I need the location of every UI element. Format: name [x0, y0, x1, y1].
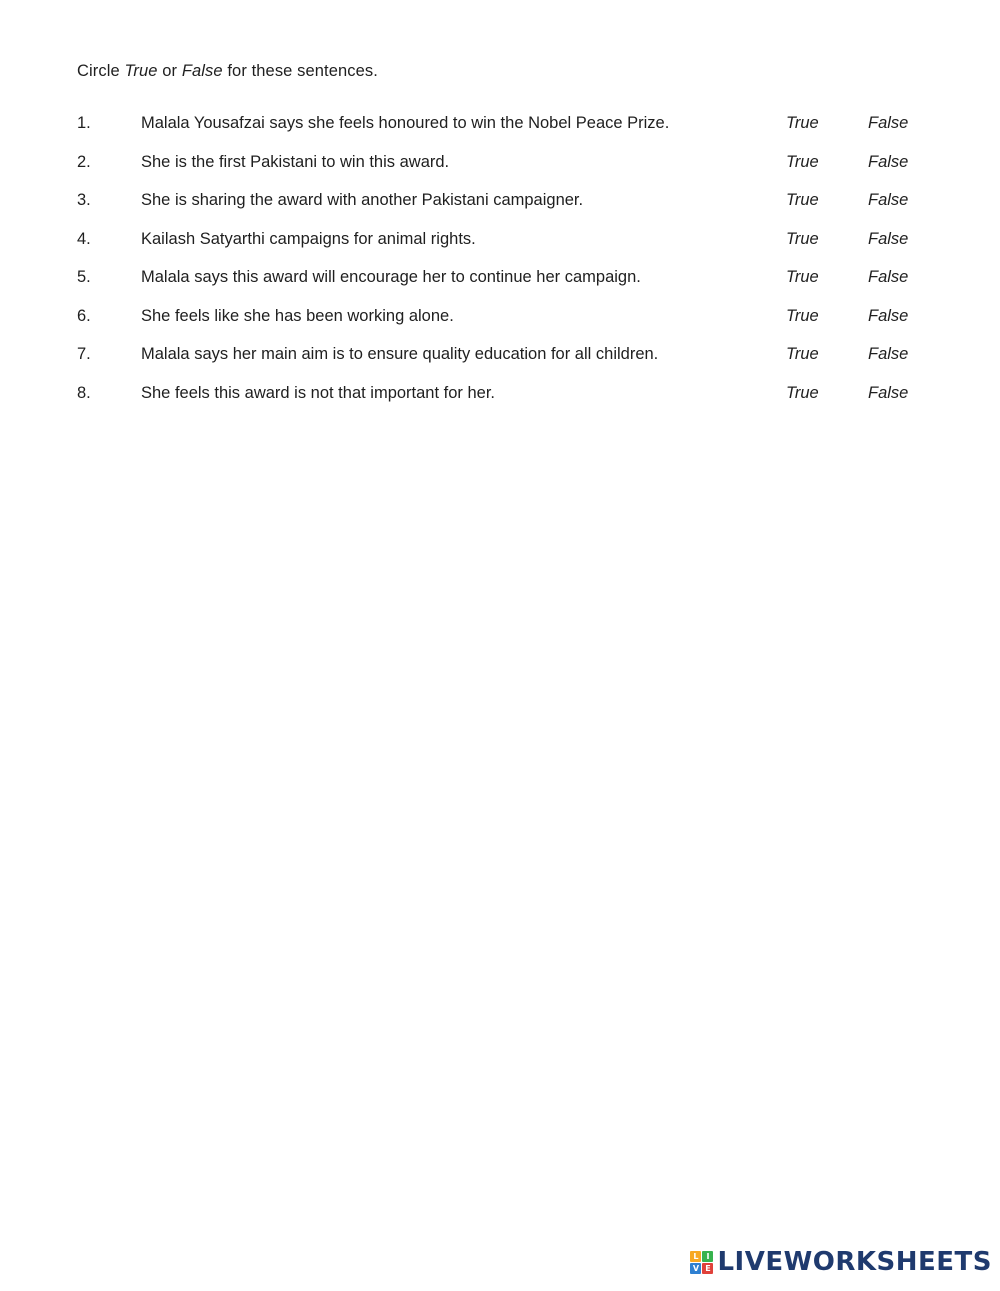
logo-mark-l: L — [690, 1251, 701, 1262]
true-option[interactable]: True — [786, 152, 819, 171]
true-option[interactable]: True — [786, 306, 819, 325]
true-option[interactable]: True — [786, 191, 819, 209]
question-row-1 — [0, 114, 1000, 153]
question-number: 8. — [77, 383, 91, 402]
question-text: She feels like she has been working alone. — [141, 306, 454, 325]
true-option[interactable]: True — [786, 114, 819, 132]
instruction-prefix: Circle — [77, 62, 125, 80]
question-number: 3. — [77, 191, 91, 209]
question-text: She feels this award is not that important for her. — [141, 383, 496, 402]
true-option[interactable]: True — [786, 268, 819, 286]
logo-mark-icon — [690, 1251, 713, 1274]
instruction-middle: or — [157, 62, 182, 80]
question-text: Malala says this award will encourage her to continue her campaign. — [141, 268, 641, 286]
question-number: 5. — [77, 268, 91, 286]
liveworksheets-logo — [690, 1247, 992, 1277]
question-row-4 — [0, 230, 1000, 269]
instruction-text — [77, 62, 378, 81]
instruction-true-word: True — [124, 62, 158, 80]
question-text: She is sharing the award with another Pakistani campaigner. — [141, 191, 584, 209]
instruction-false-word: False — [181, 62, 223, 80]
question-row-5 — [0, 268, 1000, 307]
false-option[interactable]: False — [868, 306, 909, 325]
question-number: 4. — [77, 229, 91, 248]
question-number: 6. — [77, 306, 91, 325]
question-number: 2. — [77, 152, 91, 171]
false-option[interactable]: False — [868, 152, 909, 171]
instruction-suffix: for these sentences. — [222, 62, 378, 80]
question-text: She is the first Pakistani to win this award. — [141, 152, 450, 171]
false-option[interactable]: False — [868, 383, 909, 402]
false-option[interactable]: False — [868, 268, 909, 286]
true-option[interactable]: True — [786, 229, 819, 248]
question-row-2 — [0, 153, 1000, 192]
question-list — [0, 114, 1000, 422]
question-row-8 — [0, 384, 1000, 423]
logo-mark-v: V — [690, 1263, 701, 1274]
true-option[interactable]: True — [786, 345, 819, 363]
question-row-3 — [0, 191, 1000, 230]
question-number: 1. — [77, 114, 91, 132]
question-text: Malala Yousafzai says she feels honoured to win the Nobel Peace Prize. — [141, 114, 670, 132]
question-row-6 — [0, 307, 1000, 346]
logo-mark-i: I — [702, 1251, 713, 1262]
false-option[interactable]: False — [868, 345, 909, 363]
false-option[interactable]: False — [868, 114, 909, 132]
false-option[interactable]: False — [868, 191, 909, 209]
true-option[interactable]: True — [786, 383, 819, 402]
false-option[interactable]: False — [868, 229, 909, 248]
logo-mark-e: E — [702, 1263, 713, 1274]
question-text: Kailash Satyarthi campaigns for animal rights. — [141, 229, 476, 248]
question-row-7 — [0, 345, 1000, 384]
question-text: Malala says her main aim is to ensure quality education for all children. — [141, 345, 659, 363]
question-number: 7. — [77, 345, 91, 363]
logo-text: LIVEWORKSHEETS — [717, 1247, 992, 1277]
